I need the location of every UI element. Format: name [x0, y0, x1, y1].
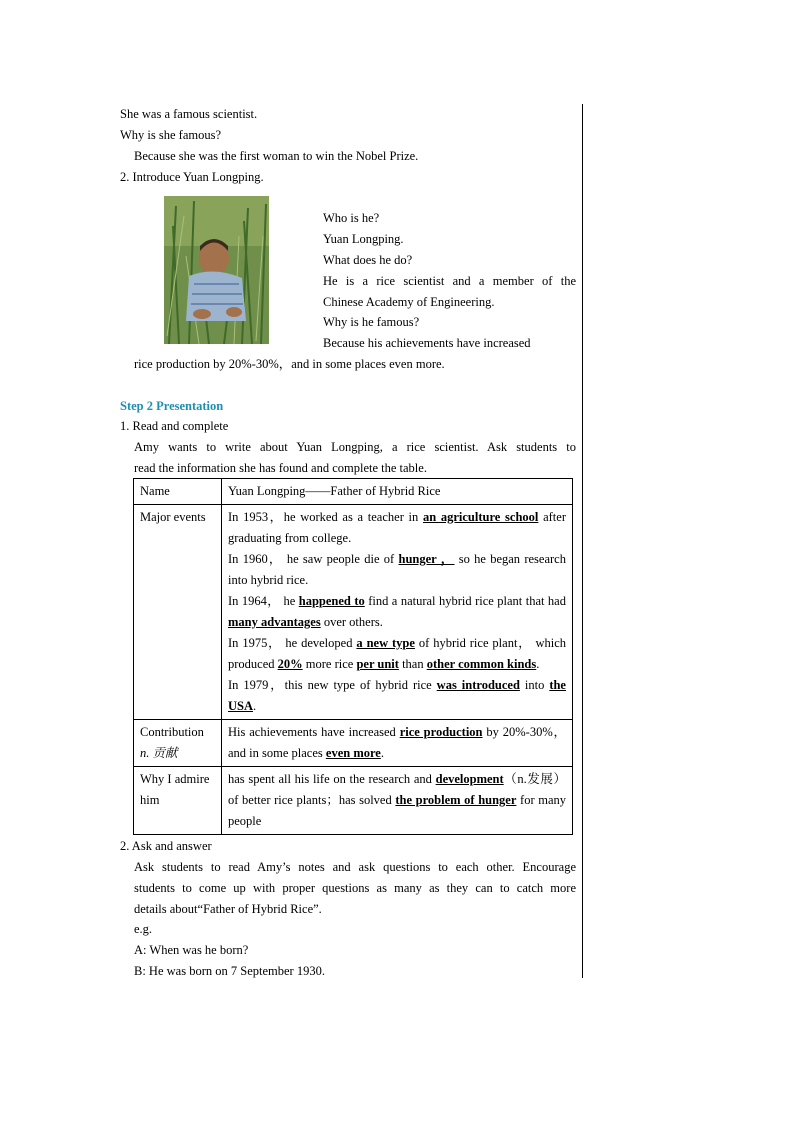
table-row-name [134, 479, 573, 505]
contribution-cell: His achievements have increased rice production by 20%-30%，and in some places even more. [222, 720, 573, 767]
table-row-events [134, 505, 573, 720]
answer-the-usa: the USA [228, 678, 566, 713]
events-label: Major events [134, 505, 222, 720]
answer-happened-to: happened to [298, 594, 365, 608]
event-1960: In 1960， he saw people die of hunger ， so he began research into hybrid rice. [228, 552, 566, 587]
answer-even-more: even more [325, 746, 381, 760]
ask-eg: e.g. [134, 922, 153, 936]
intro-item-2: 2. Introduce Yuan Longping. [120, 170, 264, 184]
event-1953: In 1953，he worked as a teacher in an agriculture school after graduating from college. [228, 510, 566, 545]
events-cell [222, 505, 573, 720]
qa-question-3: Why is he famous? [323, 315, 420, 329]
name-label: Name [134, 479, 222, 505]
yuan-longping-photo [164, 196, 269, 344]
ask-para-a: Ask students to read Amy’s notes and ask questions to each other. Encourage [134, 860, 576, 874]
step2-item-1: 1. Read and complete [120, 419, 229, 433]
yuan-longping-table [133, 478, 573, 835]
ask-dialog-b: B: He was born on 7 September 1930. [134, 964, 325, 978]
intro-line-3: Because she was the first woman to win the Nobel Prize. [134, 149, 419, 163]
event-1979: In 1979，this new type of hybrid rice was introduced into the USA. [228, 678, 566, 713]
answer-many-advantages: many advantages [228, 615, 321, 629]
answer-problem-of-hunger: the problem of hunger [395, 793, 517, 807]
margin-rule [582, 104, 583, 978]
intro-line-2: Why is she famous? [120, 128, 222, 142]
answer-was-introduced: was introduced [436, 678, 520, 692]
name-value: Yuan Longping——Father of Hybrid Rice [222, 479, 573, 505]
answer-development: development [435, 772, 504, 786]
qa-answer-2b: Chinese Academy of Engineering. [323, 295, 495, 309]
answer-20-percent: 20% [277, 657, 303, 671]
qa-answer-3a: Because his achievements have increased [323, 336, 531, 350]
admire-label: Why I admire him [134, 767, 222, 835]
answer-per-unit: per unit [356, 657, 399, 671]
qa-answer-1: Yuan Longping. [323, 232, 404, 246]
answer-hunger: hunger ， [398, 552, 455, 566]
event-1975: In 1975， he developed a new type of hybrid rice plant， which produced 20% more rice per unit than other common kinds. [228, 636, 566, 671]
admire-cell: has spent all his life on the research and development（n.发展）of better rice plants；has solved the problem of hunger for many people [222, 767, 573, 835]
table-row-contribution [134, 720, 573, 767]
qa-question-2: What does he do? [323, 253, 413, 267]
step2-para-a: Amy wants to write about Yuan Longping, a rice scientist. Ask students to [134, 440, 576, 454]
qa-question-1: Who is he? [323, 211, 380, 225]
answer-new-type: a new type [356, 636, 415, 650]
answer-agriculture-school: an agriculture school [422, 510, 539, 524]
contribution-label: Contribution n. 贡献 [134, 720, 222, 767]
ask-para-c: details about“Father of Hybrid Rice”. [134, 902, 322, 916]
step2-heading: Step 2 Presentation [120, 399, 224, 413]
qa-answer-3b: rice production by 20%-30%，and in some places even more. [134, 357, 445, 371]
event-1964: In 1964， he happened to find a natural hybrid rice plant that had many advantages over others. [228, 594, 566, 629]
answer-rice-production: rice production [399, 725, 483, 739]
step2-para-b: read the information she has found and complete the table. [134, 461, 427, 475]
ask-dialog-a: A: When was he born? [134, 943, 249, 957]
qa-answer-2a: He is a rice scientist and a member of the [323, 274, 576, 288]
table-row-admire [134, 767, 573, 835]
ask-para-b: students to come up with proper questions as many as they can to catch more [134, 881, 576, 895]
answer-other-common-kinds: other common kinds [426, 657, 537, 671]
intro-line-1: She was a famous scientist. [120, 107, 258, 121]
ask-item-2: 2. Ask and answer [120, 839, 212, 853]
